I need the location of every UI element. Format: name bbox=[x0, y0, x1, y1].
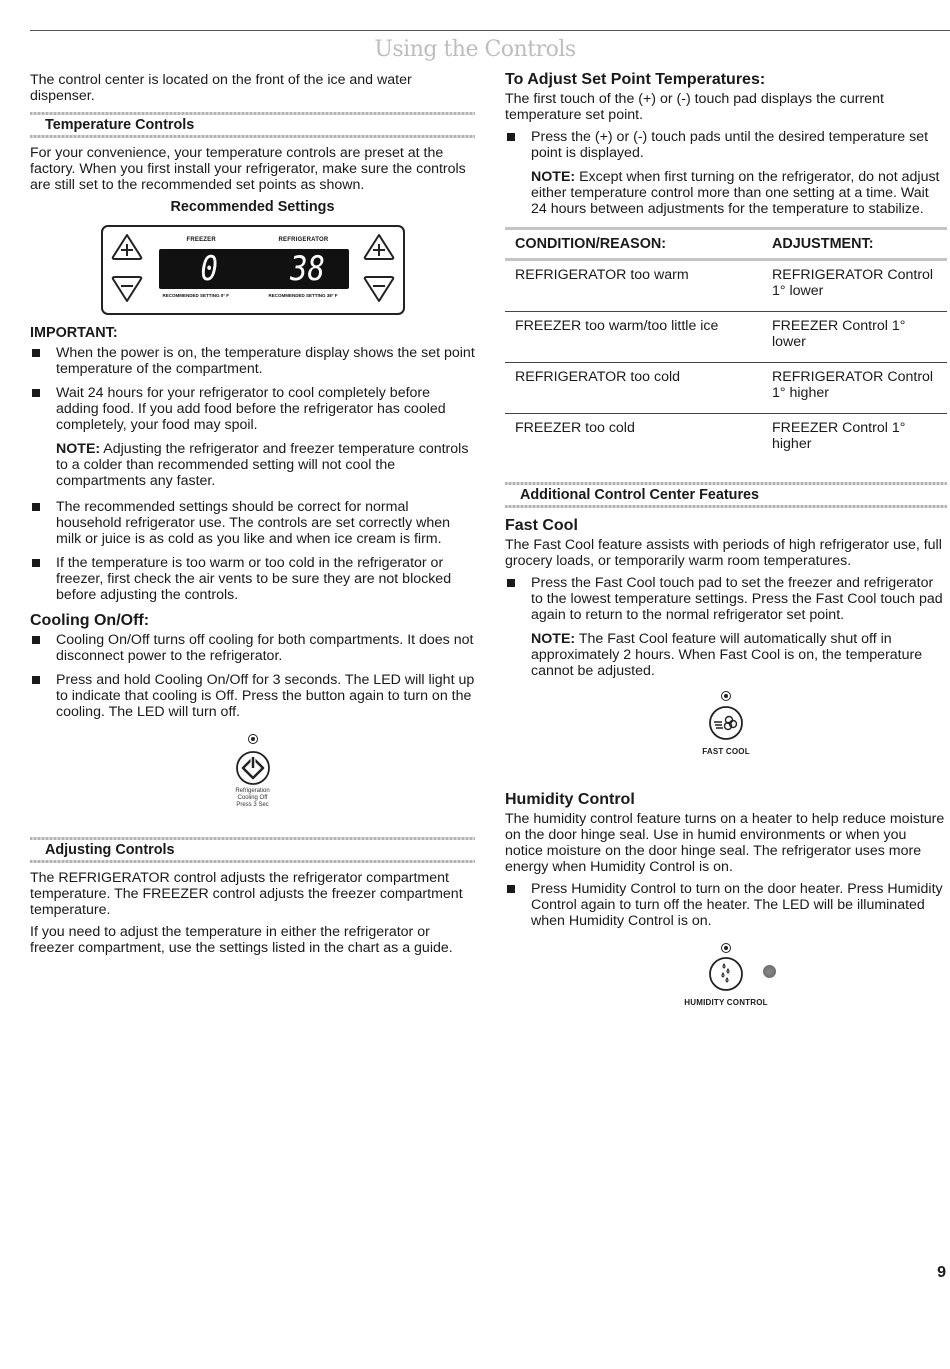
list-item bbox=[30, 499, 475, 547]
important-list-continued bbox=[30, 499, 475, 603]
bullet-icon bbox=[507, 885, 515, 893]
adjusting-text-2: If you need to adjust the temperature in either the refrigerator or freezer compartment, use the settings listed in the chart as a guide. bbox=[30, 924, 453, 956]
set-point-heading: To Adjust Set Point Temperatures: bbox=[505, 71, 766, 88]
bullet-icon bbox=[507, 579, 515, 587]
table-row bbox=[505, 260, 947, 312]
caption-line: Refrigeration bbox=[235, 788, 270, 794]
list-item-text: If the temperature is too warm or too cold in the refrigerator or freezer, first check the air vents to be sure they are not blocked before adjusting the controls. bbox=[56, 555, 452, 603]
adjustment-cell: FREEZER Control 1° lower bbox=[772, 318, 906, 350]
humidity-caption: HUMIDITY CONTROL bbox=[684, 998, 768, 1007]
fast-cool-text: The Fast Cool feature assists with periods of high refrigerator use, full grocery loads, or temporarily warm room temperatures. bbox=[505, 537, 942, 569]
section-header-temperature-controls: Temperature Controls bbox=[30, 112, 475, 138]
bullet-icon bbox=[32, 676, 40, 684]
recommended-settings-heading: Recommended Settings bbox=[170, 199, 335, 215]
temperature-display bbox=[159, 249, 349, 289]
condition-cell: FREEZER too warm/too little ice bbox=[515, 318, 719, 334]
important-note bbox=[30, 441, 475, 489]
bullet-icon bbox=[507, 133, 515, 141]
adjusting-text-1: The REFRIGERATOR control adjusts the refrigerator compartment temperature. The FREEZER control adjusts the freezer compartment temperature. bbox=[30, 870, 463, 918]
right-column bbox=[505, 72, 947, 1011]
set-point-list bbox=[505, 129, 947, 161]
note-text: Adjusting the refrigerator and freezer temperature controls to a colder than recommended setting will not cool the compartments any faster. bbox=[56, 441, 469, 489]
cooling-list bbox=[30, 632, 475, 720]
caption-line: Cooling Off bbox=[237, 795, 268, 801]
table-row bbox=[505, 312, 947, 363]
table-header-row bbox=[505, 229, 947, 260]
fan-icon bbox=[708, 705, 744, 741]
list-item bbox=[30, 555, 475, 603]
refrigerator-temperature: 38 bbox=[289, 249, 325, 289]
refrigerator-plus-icon bbox=[363, 233, 395, 261]
list-item-text: Cooling On/Off turns off cooling for both compartments. It does not disconnect power to the refrigerator. bbox=[56, 632, 474, 664]
control-panel-illustration bbox=[101, 225, 405, 315]
led-indicator-icon bbox=[721, 943, 731, 953]
fast-cool-list bbox=[505, 575, 947, 623]
table-row bbox=[505, 414, 947, 465]
important-heading: IMPORTANT: bbox=[30, 325, 118, 341]
refrigerator-recommended-setting: RECOMMENDED SETTING 38° F bbox=[268, 293, 338, 298]
note-label: NOTE: bbox=[56, 441, 101, 457]
temperature-controls-text: For your convenience, your temperature controls are preset at the factory. When you first install your refrigerator, make sure the controls are still set to the recommended set points as shown. bbox=[30, 145, 466, 193]
list-item-text: When the power is on, the temperature display shows the set point temperature of the compartment. bbox=[56, 345, 475, 377]
column-header-condition: CONDITION/REASON: bbox=[515, 236, 667, 252]
set-point-text: The first touch of the (+) or (-) touch pad displays the current temperature set point. bbox=[505, 91, 884, 123]
list-item bbox=[30, 632, 475, 664]
cooling-off-caption bbox=[235, 788, 269, 809]
cooling-heading: Cooling On/Off: bbox=[30, 612, 150, 629]
note-label: NOTE: bbox=[531, 169, 576, 185]
humidity-text: The humidity control feature turns on a heater to help reduce moisture on the door hinge seal. Use in humid environments or when you notice moisture on the door hinge seal. The refrigerator uses more energy when Humidity Control is on. bbox=[505, 811, 945, 875]
adjustment-cell: REFRIGERATOR Control 1° lower bbox=[772, 267, 934, 299]
freezer-temperature: 0 bbox=[200, 249, 218, 289]
list-item bbox=[30, 345, 475, 377]
humidity-list bbox=[505, 881, 947, 929]
led-indicator-icon bbox=[248, 734, 258, 744]
set-point-note bbox=[505, 169, 947, 217]
note-label: NOTE: bbox=[531, 631, 576, 647]
intro-text: The control center is located on the front of the ice and water dispenser. bbox=[30, 72, 412, 104]
humidity-heading: Humidity Control bbox=[505, 791, 635, 808]
water-drops-icon bbox=[708, 956, 744, 992]
freezer-minus-icon bbox=[111, 275, 143, 303]
note-text: Except when first turning on the refrigerator, do not adjust either temperature control more than one setting at a time. Wait 24 hours between adjustments for the temperature to stabilize. bbox=[531, 169, 940, 217]
top-rule bbox=[30, 30, 950, 31]
bullet-icon bbox=[32, 389, 40, 397]
condition-cell: REFRIGERATOR too cold bbox=[515, 369, 681, 385]
list-item-text: Press the (+) or (-) touch pads until the desired temperature set point is displayed. bbox=[531, 129, 929, 161]
list-item bbox=[505, 575, 947, 623]
adjustment-cell: FREEZER Control 1° higher bbox=[772, 420, 906, 452]
bullet-icon bbox=[32, 559, 40, 567]
adjustment-cell: REFRIGERATOR Control 1° higher bbox=[772, 369, 934, 401]
list-item bbox=[30, 672, 475, 720]
section-header-adjusting-controls: Adjusting Controls bbox=[30, 837, 475, 863]
fast-cool-note bbox=[505, 631, 947, 679]
list-item bbox=[30, 385, 475, 433]
table-row bbox=[505, 363, 947, 414]
page-number: 9 bbox=[937, 1264, 946, 1281]
list-item-text: The recommended settings should be correct for normal household refrigerator use. The controls are set correctly when milk or juice is as cold as you like and when ice cream is firm. bbox=[56, 499, 451, 547]
left-column bbox=[30, 72, 475, 962]
cooling-off-button-illustration bbox=[30, 734, 475, 809]
caption-line: Press 3 Sec bbox=[236, 802, 269, 808]
bullet-icon bbox=[32, 503, 40, 511]
list-item-text: Press Humidity Control to turn on the door heater. Press Humidity Control again to turn off the heater. The LED will be illuminated when Humidity Control is on. bbox=[531, 881, 943, 929]
power-icon bbox=[235, 750, 271, 786]
fast-cool-heading: Fast Cool bbox=[505, 517, 578, 534]
list-item-text: Wait 24 hours for your refrigerator to cool completely before adding food. If you add food before the refrigerator has cooled completely, your food may spoil. bbox=[56, 385, 446, 433]
column-header-adjustment: ADJUSTMENT: bbox=[772, 236, 874, 252]
fast-cool-caption: FAST COOL bbox=[702, 747, 750, 756]
freezer-plus-icon bbox=[111, 233, 143, 261]
fast-cool-button-illustration bbox=[505, 691, 947, 760]
list-item bbox=[505, 881, 947, 929]
page-title: Using the Controls bbox=[374, 37, 576, 62]
refrigerator-minus-icon bbox=[363, 275, 395, 303]
adjustment-table bbox=[505, 227, 947, 464]
led-indicator-icon bbox=[721, 691, 731, 701]
note-text: The Fast Cool feature will automatically shut off in approximately 2 hours. When Fast Cool is on, the temperature cannot be adjusted. bbox=[531, 631, 923, 679]
list-item-text: Press and hold Cooling On/Off for 3 seconds. The LED will light up to indicate that cooling is Off. Press the button again to turn on the cooling. The LED will turn off. bbox=[56, 672, 475, 720]
humidity-button-illustration bbox=[505, 943, 947, 1011]
list-item bbox=[505, 129, 947, 161]
freezer-recommended-setting: RECOMMENDED SETTING 0° F bbox=[162, 293, 230, 298]
bullet-icon bbox=[32, 636, 40, 644]
bullet-icon bbox=[32, 349, 40, 357]
condition-cell: REFRIGERATOR too warm bbox=[515, 267, 689, 283]
freezer-label: FREEZER bbox=[186, 237, 216, 243]
list-item-text: Press the Fast Cool touch pad to set the freezer and refrigerator to the lowest temperature settings. Press the Fast Cool touch pad again to return to the normal refrigerator set point. bbox=[531, 575, 943, 623]
section-header-additional-features: Additional Control Center Features bbox=[505, 482, 947, 508]
refrigerator-label: REFRIGERATOR bbox=[278, 237, 329, 243]
condition-cell: FREEZER too cold bbox=[515, 420, 635, 436]
important-list bbox=[30, 345, 475, 433]
humidity-led-dot-icon bbox=[763, 965, 776, 978]
